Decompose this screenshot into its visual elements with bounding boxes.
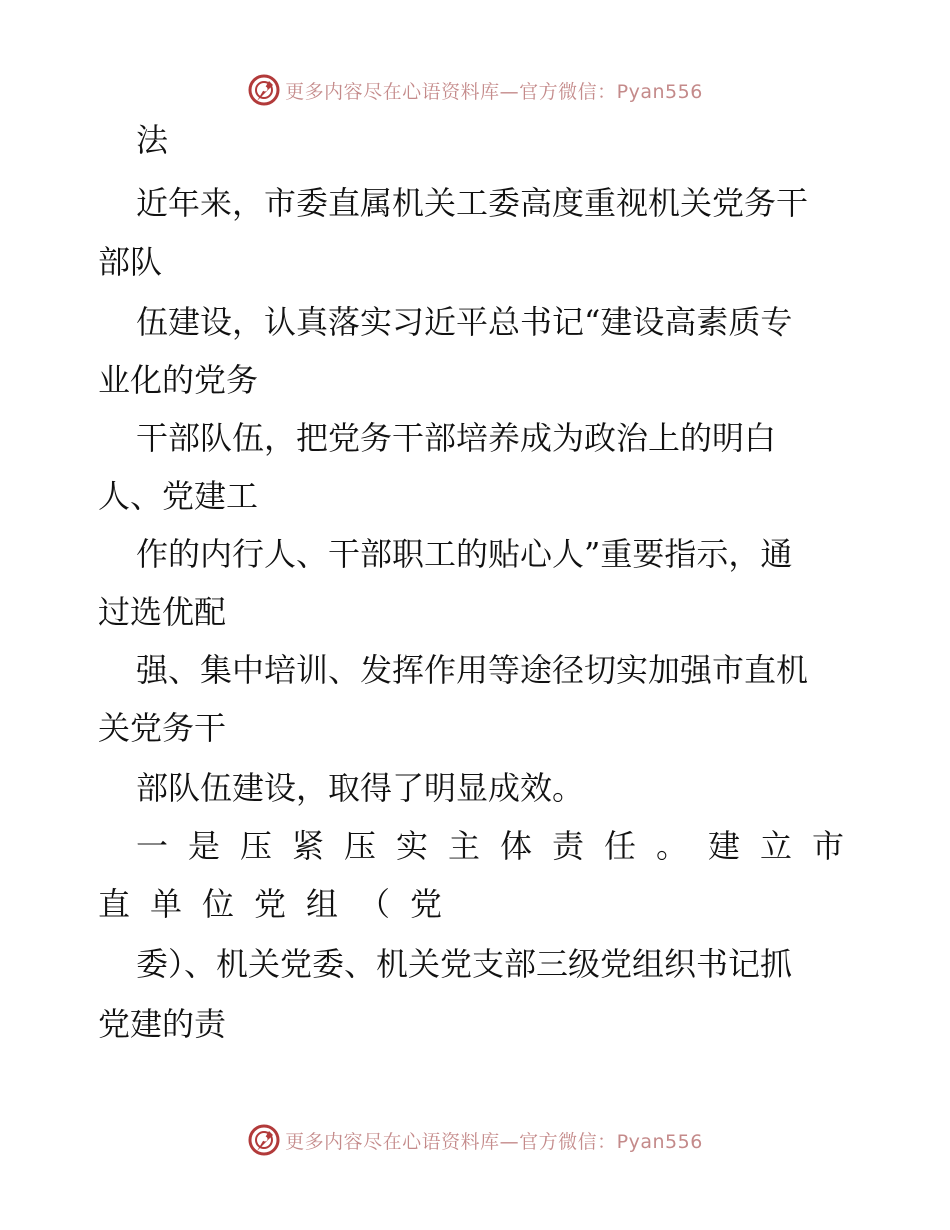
paragraph-line: 法	[136, 121, 169, 159]
paragraph-line: 过选优配	[98, 593, 227, 631]
footer-banner-text: 更多内容尽在心语资料库—官方微信：Pyan556	[285, 1130, 703, 1153]
paragraph-line: 直单位党组（党	[98, 885, 463, 923]
paragraph-line: 党建的责	[98, 1005, 227, 1043]
paragraph-line: 人、党建工	[98, 477, 259, 515]
paragraph-line: 关党务干	[98, 709, 227, 747]
paragraph-line: 一是压紧压实主体责任。建立市	[136, 827, 865, 865]
paragraph-line: 部队	[98, 243, 163, 281]
paragraph-line: 部队伍建设，取得了明显成效。	[136, 769, 585, 807]
pen-nib-icon	[247, 1123, 281, 1157]
paragraph-line: 业化的党务	[98, 361, 259, 399]
paragraph-line: 委）、机关党委、机关党支部三级党组织书记抓	[136, 945, 793, 983]
paragraph-line: 干部队伍，把党务干部培养成为政治上的明白	[136, 419, 777, 457]
paragraph-line: 近年来，市委直属机关工委高度重视机关党务干	[136, 184, 809, 222]
header-banner	[0, 70, 950, 110]
pen-nib-icon	[247, 73, 281, 107]
paragraph-line: 强、集中培训、发挥作用等途径切实加强市直机	[136, 651, 809, 689]
paragraph-line: 作的内行人、干部职工的贴心人”重要指示，通	[136, 535, 793, 573]
paragraph-line: 伍建设，认真落实习近平总书记“建设高素质专	[136, 303, 793, 341]
header-banner-text: 更多内容尽在心语资料库—官方微信：Pyan556	[285, 80, 703, 103]
footer-banner	[0, 1120, 950, 1160]
